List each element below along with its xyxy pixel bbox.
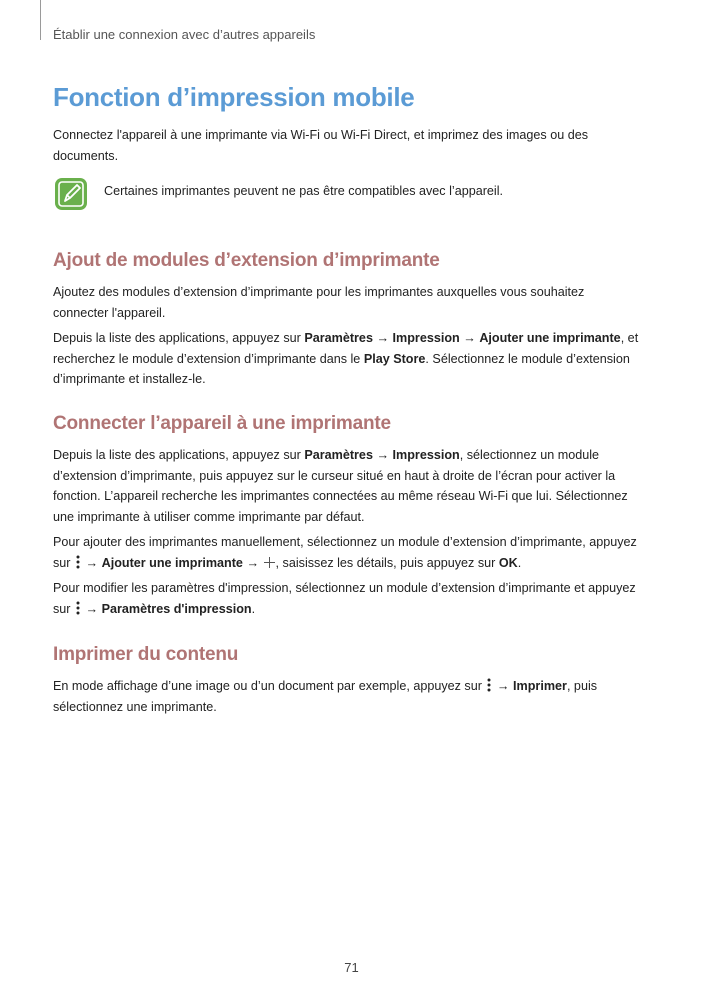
section-add-plugins (53, 250, 643, 395)
page-margin-rule (40, 0, 41, 40)
section-print-content (53, 644, 643, 722)
page-number: 71 (344, 960, 359, 975)
paragraph: Pour ajouter des imprimantes manuellement, sélectionnez un module d’extension d’imprimante, appuyez sur → Ajouter une imprimante → , saisissez les détails, puis appuyez sur OK. (53, 535, 637, 570)
pencil-note-icon (54, 177, 88, 211)
section-header: Établir une connexion avec d’autres appareils (53, 27, 316, 42)
add-icon (263, 556, 276, 569)
more-options-icon (74, 555, 82, 569)
intro-block (53, 125, 643, 171)
paragraph: Depuis la liste des applications, appuyez sur Paramètres → Impression, sélectionnez un module d’extension d’imprimante, puis appuyez sur le curseur situé en haut à droite de l’écran pour activer la fonction. L’appareil recherche les imprimantes connectées au même réseau Wi-Fi que lui. Sélectionnez une imprimante à utiliser comme imprimante par défaut. (53, 448, 628, 524)
paragraph: Depuis la liste des applications, appuyez sur Paramètres → Impression → Ajouter une imprimante, et recherchez le module d’extension d’imprimante dans le Play Store. Sélectionnez le module d’extension d’imprimante et installez-le. (53, 331, 639, 386)
section-heading: Ajout de modules d’extension d’imprimante (53, 250, 440, 271)
section-heading: Connecter l’appareil à une imprimante (53, 413, 391, 434)
paragraph: En mode affichage d’une image ou d’un document par exemple, appuyez sur → Imprimer, puis sélectionnez une imprimante. (53, 679, 598, 714)
more-options-icon (74, 601, 82, 615)
section-connect-printer (53, 413, 643, 624)
paragraph: Ajoutez des modules d’extension d’imprimante pour les imprimantes auxquelles vous souhaitez connecter l'appareil. (53, 285, 585, 320)
intro-paragraph: Connectez l'appareil à une imprimante via Wi-Fi ou Wi-Fi Direct, et imprimez des images ou des documents. (53, 128, 589, 163)
page-title: Fonction d’impression mobile (53, 82, 415, 112)
paragraph: Pour modifier les paramètres d'impression, sélectionnez un module d’extension d’imprimante et appuyez sur → Paramètres d'impression. (53, 581, 636, 616)
note-text: Certaines imprimantes peuvent ne pas être compatibles avec l’appareil. (104, 184, 504, 198)
section-heading: Imprimer du contenu (53, 644, 239, 665)
